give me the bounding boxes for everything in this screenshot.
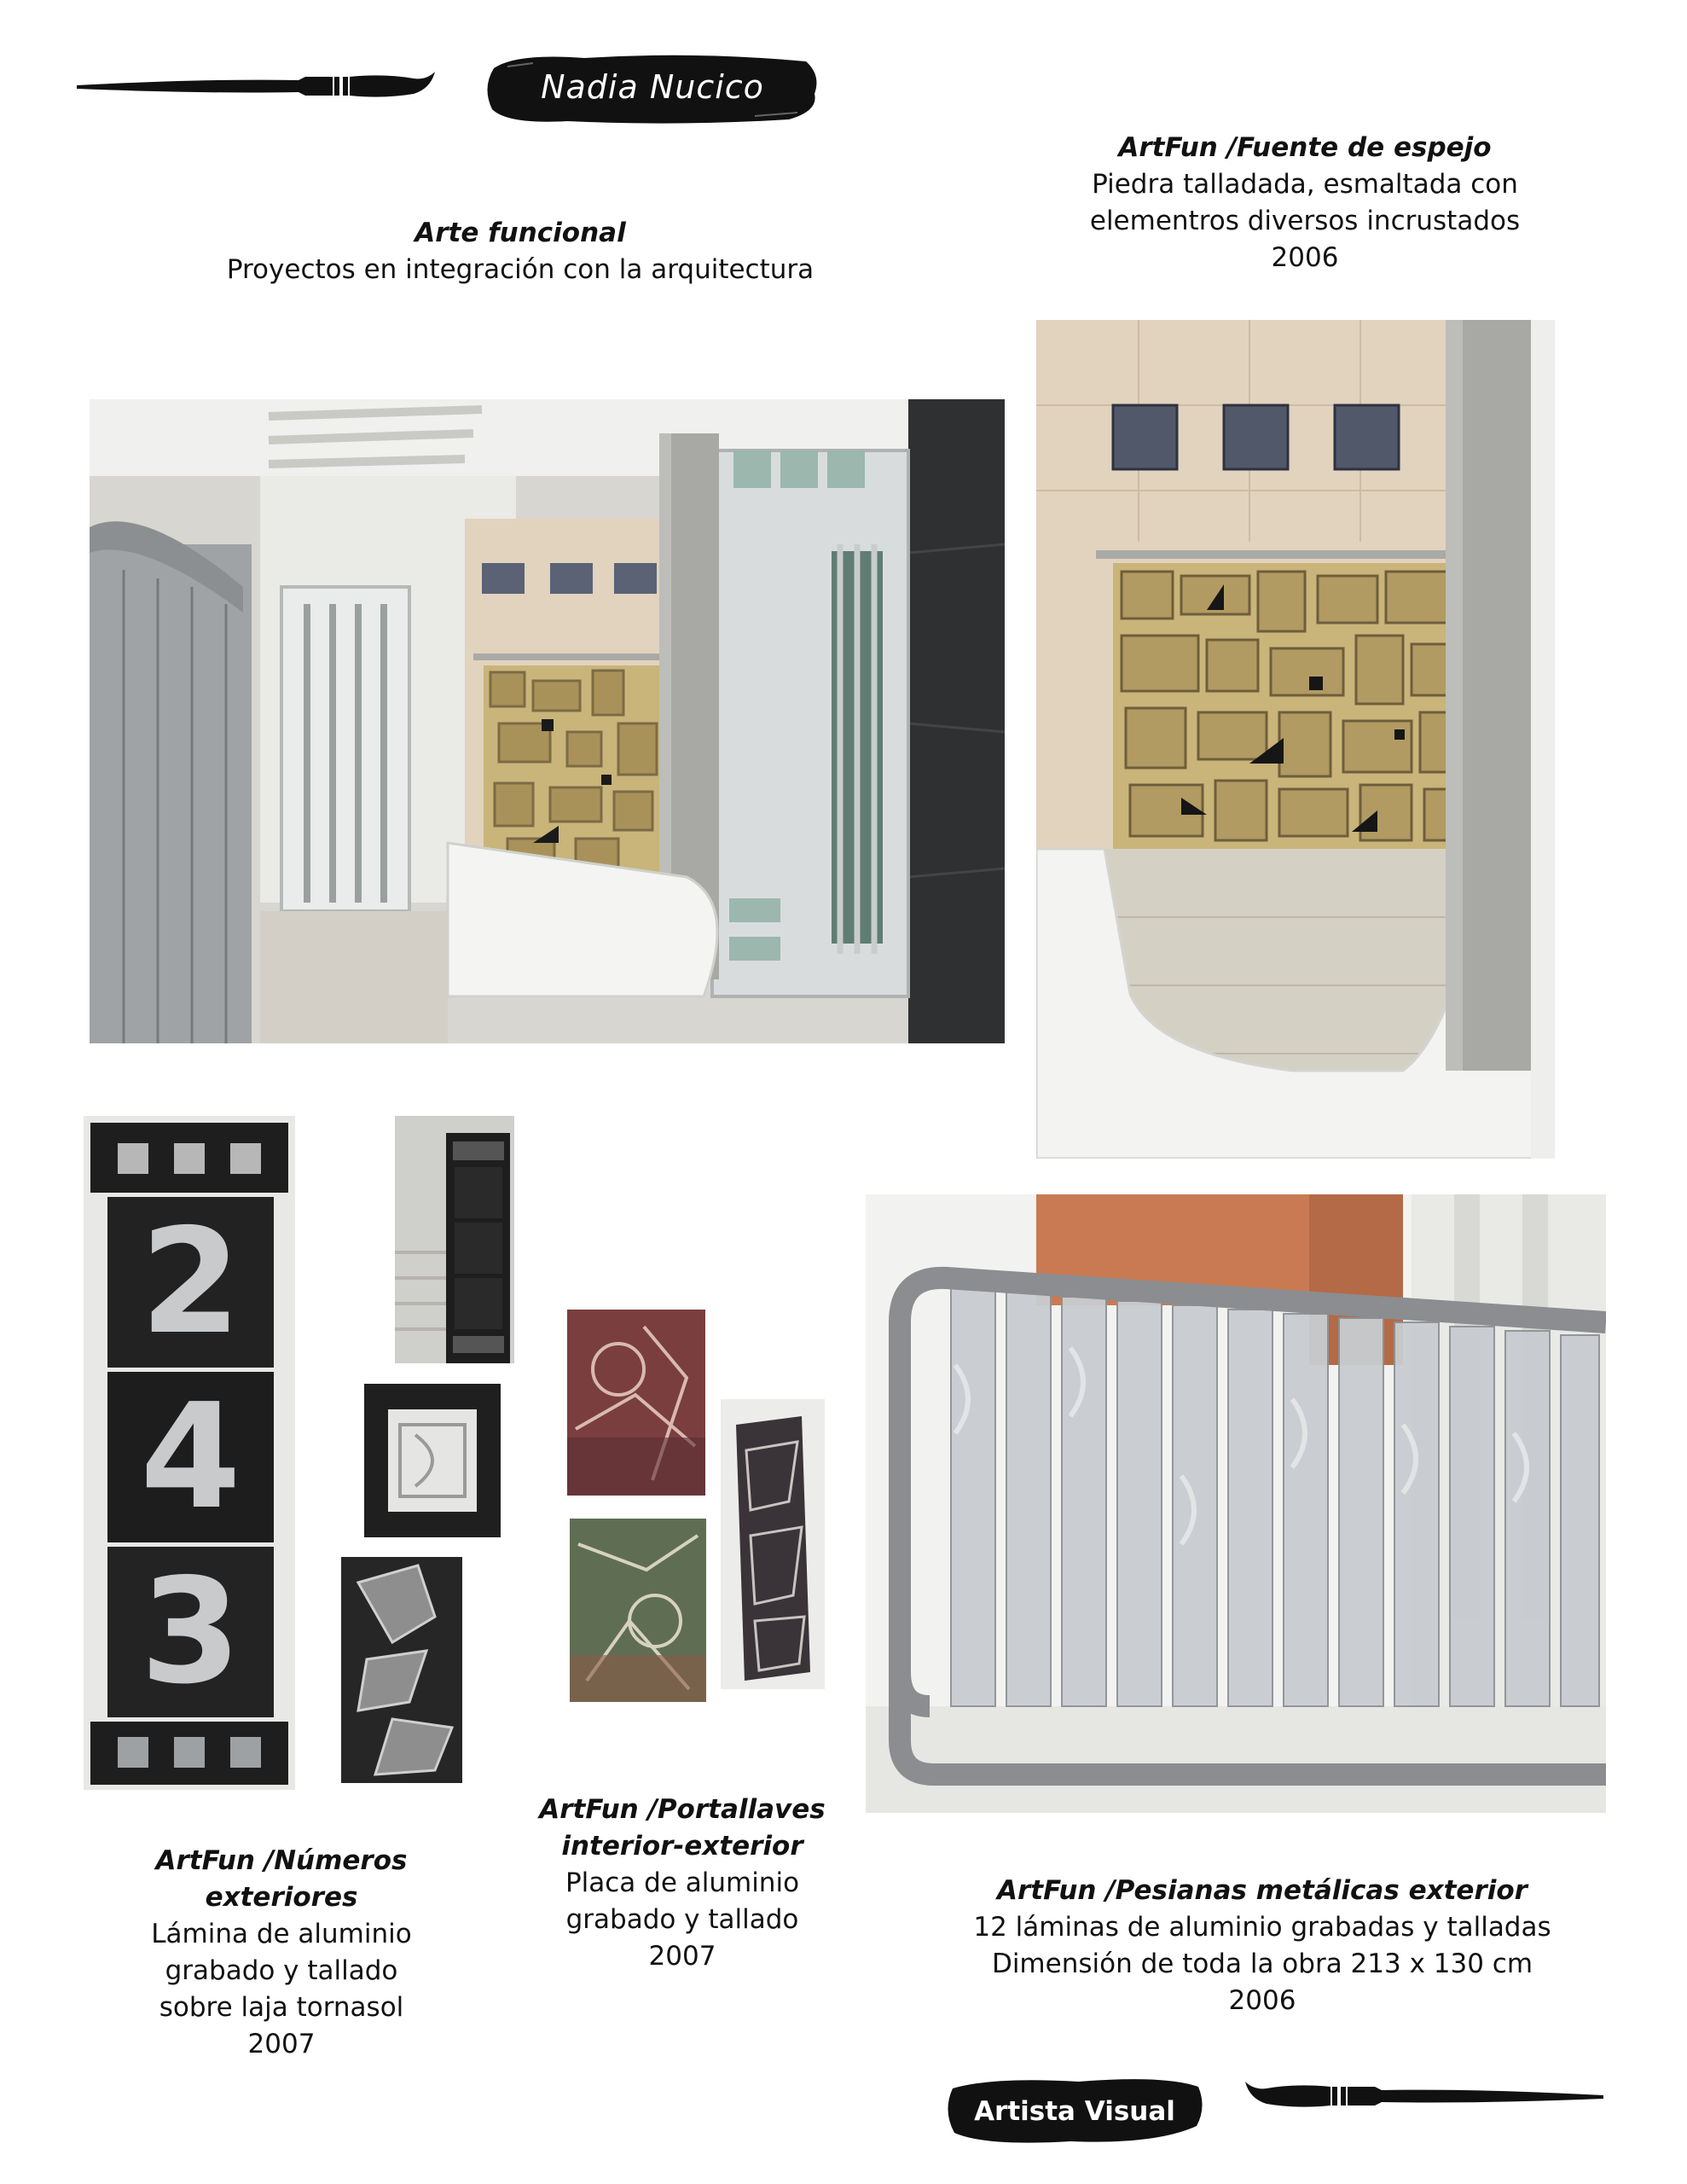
caption-line: Lámina de aluminio bbox=[151, 1919, 412, 1949]
caption-line: grabado y tallado bbox=[565, 1904, 799, 1935]
footer-label: Artista Visual bbox=[974, 2096, 1175, 2127]
caption-line: Placa de aluminio bbox=[565, 1867, 800, 1898]
keyholder-copper-illustration bbox=[567, 1310, 705, 1496]
photo-engraved-detail bbox=[341, 1557, 462, 1783]
photo-keyholder-square bbox=[364, 1384, 501, 1537]
caption-line: 2007 bbox=[247, 2029, 316, 2059]
caption-arte-funcional bbox=[213, 215, 827, 288]
caption-title: Arte funcional bbox=[415, 218, 626, 248]
photo-house-numbers bbox=[84, 1116, 295, 1790]
caption-line: elementros diversos incrustados bbox=[1089, 206, 1521, 236]
caption-title: ArtFun /Portallaves bbox=[539, 1794, 826, 1825]
photo-courtyard bbox=[90, 399, 1005, 1043]
caption-fuente-espejo bbox=[1023, 130, 1586, 276]
caption-line: 2007 bbox=[648, 1941, 716, 1972]
caption-numeros bbox=[85, 1843, 478, 2063]
caption-title: ArtFun /Números exteriores bbox=[155, 1845, 408, 1913]
caption-portallaves bbox=[512, 1792, 853, 1975]
metal-blinds-illustration bbox=[866, 1194, 1606, 1813]
caption-line: grabado y tallado bbox=[165, 1955, 398, 1986]
photo-numbers-installed bbox=[395, 1116, 514, 1363]
house-number-digit: 3 bbox=[140, 1548, 241, 1716]
caption-title: ArtFun /Pesianas metálicas exterior bbox=[997, 1875, 1528, 1906]
photo-metal-blinds bbox=[866, 1194, 1606, 1813]
caption-line: 2006 bbox=[1228, 1985, 1296, 2016]
keyholder-green-illustration bbox=[570, 1519, 706, 1702]
courtyard-illustration bbox=[90, 399, 1005, 1043]
caption-line: Piedra talladada, esmaltada con bbox=[1092, 169, 1518, 200]
caption-title: interior-exterior bbox=[561, 1831, 803, 1862]
caption-line: Dimensión de toda la obra 213 x 130 cm bbox=[991, 1949, 1533, 1979]
caption-line: Proyectos en integración con la arquitectura bbox=[226, 254, 815, 285]
photo-fountain bbox=[1036, 320, 1555, 1159]
artist-name: Nadia Nucico bbox=[541, 68, 764, 106]
photo-keyholder-vertical bbox=[721, 1399, 825, 1689]
fountain-illustration bbox=[1036, 320, 1555, 1159]
keyholder-vertical-illustration bbox=[721, 1399, 825, 1689]
house-number-digit: 2 bbox=[140, 1198, 241, 1367]
caption-line: 2006 bbox=[1271, 242, 1339, 273]
caption-line: sobre laja tornasol bbox=[159, 1992, 404, 2023]
paintbrush-icon-top bbox=[77, 70, 435, 104]
engraved-detail-illustration bbox=[341, 1557, 462, 1783]
caption-line: 12 láminas de aluminio grabadas y talladas bbox=[973, 1912, 1551, 1943]
house-number-digit: 4 bbox=[140, 1373, 241, 1542]
installed-numbers-illustration bbox=[395, 1116, 514, 1363]
photo-keyholder-copper bbox=[567, 1310, 705, 1496]
paintbrush-icon-bottom bbox=[1245, 2080, 1603, 2114]
keyholder-square-illustration bbox=[364, 1384, 501, 1537]
photo-keyholder-green bbox=[570, 1519, 706, 1702]
caption-persianas bbox=[930, 1873, 1595, 2019]
caption-title: ArtFun /Fuente de espejo bbox=[1118, 132, 1492, 163]
